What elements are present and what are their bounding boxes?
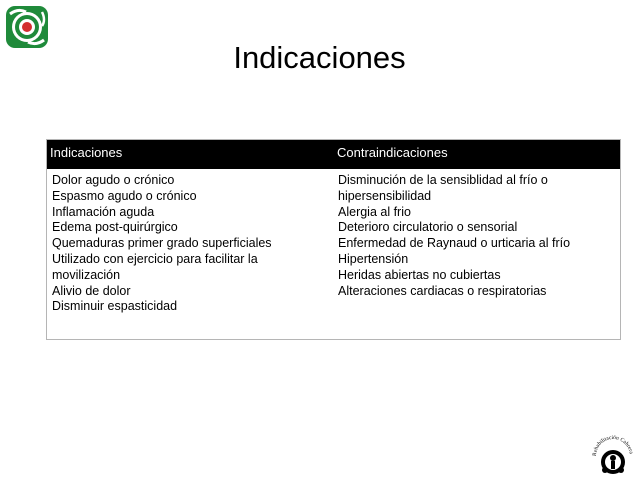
list-item: Hipertensión — [338, 251, 409, 266]
list-item: Enfermedad de Raynaud o urticaria al frío — [338, 236, 571, 251]
rehabilitacion-logo-icon — [590, 430, 636, 478]
list-item: Alergia al frio — [338, 204, 411, 219]
list-item: Disminuir espasticidad — [52, 299, 178, 314]
list-item: Deterioro circulatorio o sensorial — [338, 220, 518, 235]
list-item: Edema post-quirúrgico — [52, 220, 178, 235]
list-item: Disminución de la sensiblidad al frío o hipersensibilidad — [338, 173, 548, 203]
list-item: Inflamación aguda — [52, 204, 155, 219]
list-item: Alteraciones cardiacas o respiratorias — [338, 283, 547, 298]
indicaciones-column — [47, 173, 334, 315]
list-item: Dolor agudo o crónico — [52, 173, 175, 187]
header-indicaciones: Indicaciones — [50, 145, 123, 160]
indications-table — [46, 139, 621, 340]
list-item: Utilizado con ejercicio para facilitar la movilización — [52, 251, 258, 282]
contraindicaciones-column — [334, 173, 620, 315]
table-body — [47, 169, 620, 315]
list-item: Espasmo agudo o crónico — [52, 188, 197, 203]
logo-text: Rehabilitación Cabrera — [591, 434, 634, 457]
page-title: Indicaciones — [233, 40, 406, 75]
header-contraindicaciones: Contraindicaciones — [337, 145, 448, 160]
list-item: Heridas abiertas no cubiertas — [338, 267, 501, 282]
table-header — [47, 140, 620, 169]
list-item: Quemaduras primer grado superficiales — [52, 236, 272, 251]
list-item: Alivio de dolor — [52, 283, 131, 298]
